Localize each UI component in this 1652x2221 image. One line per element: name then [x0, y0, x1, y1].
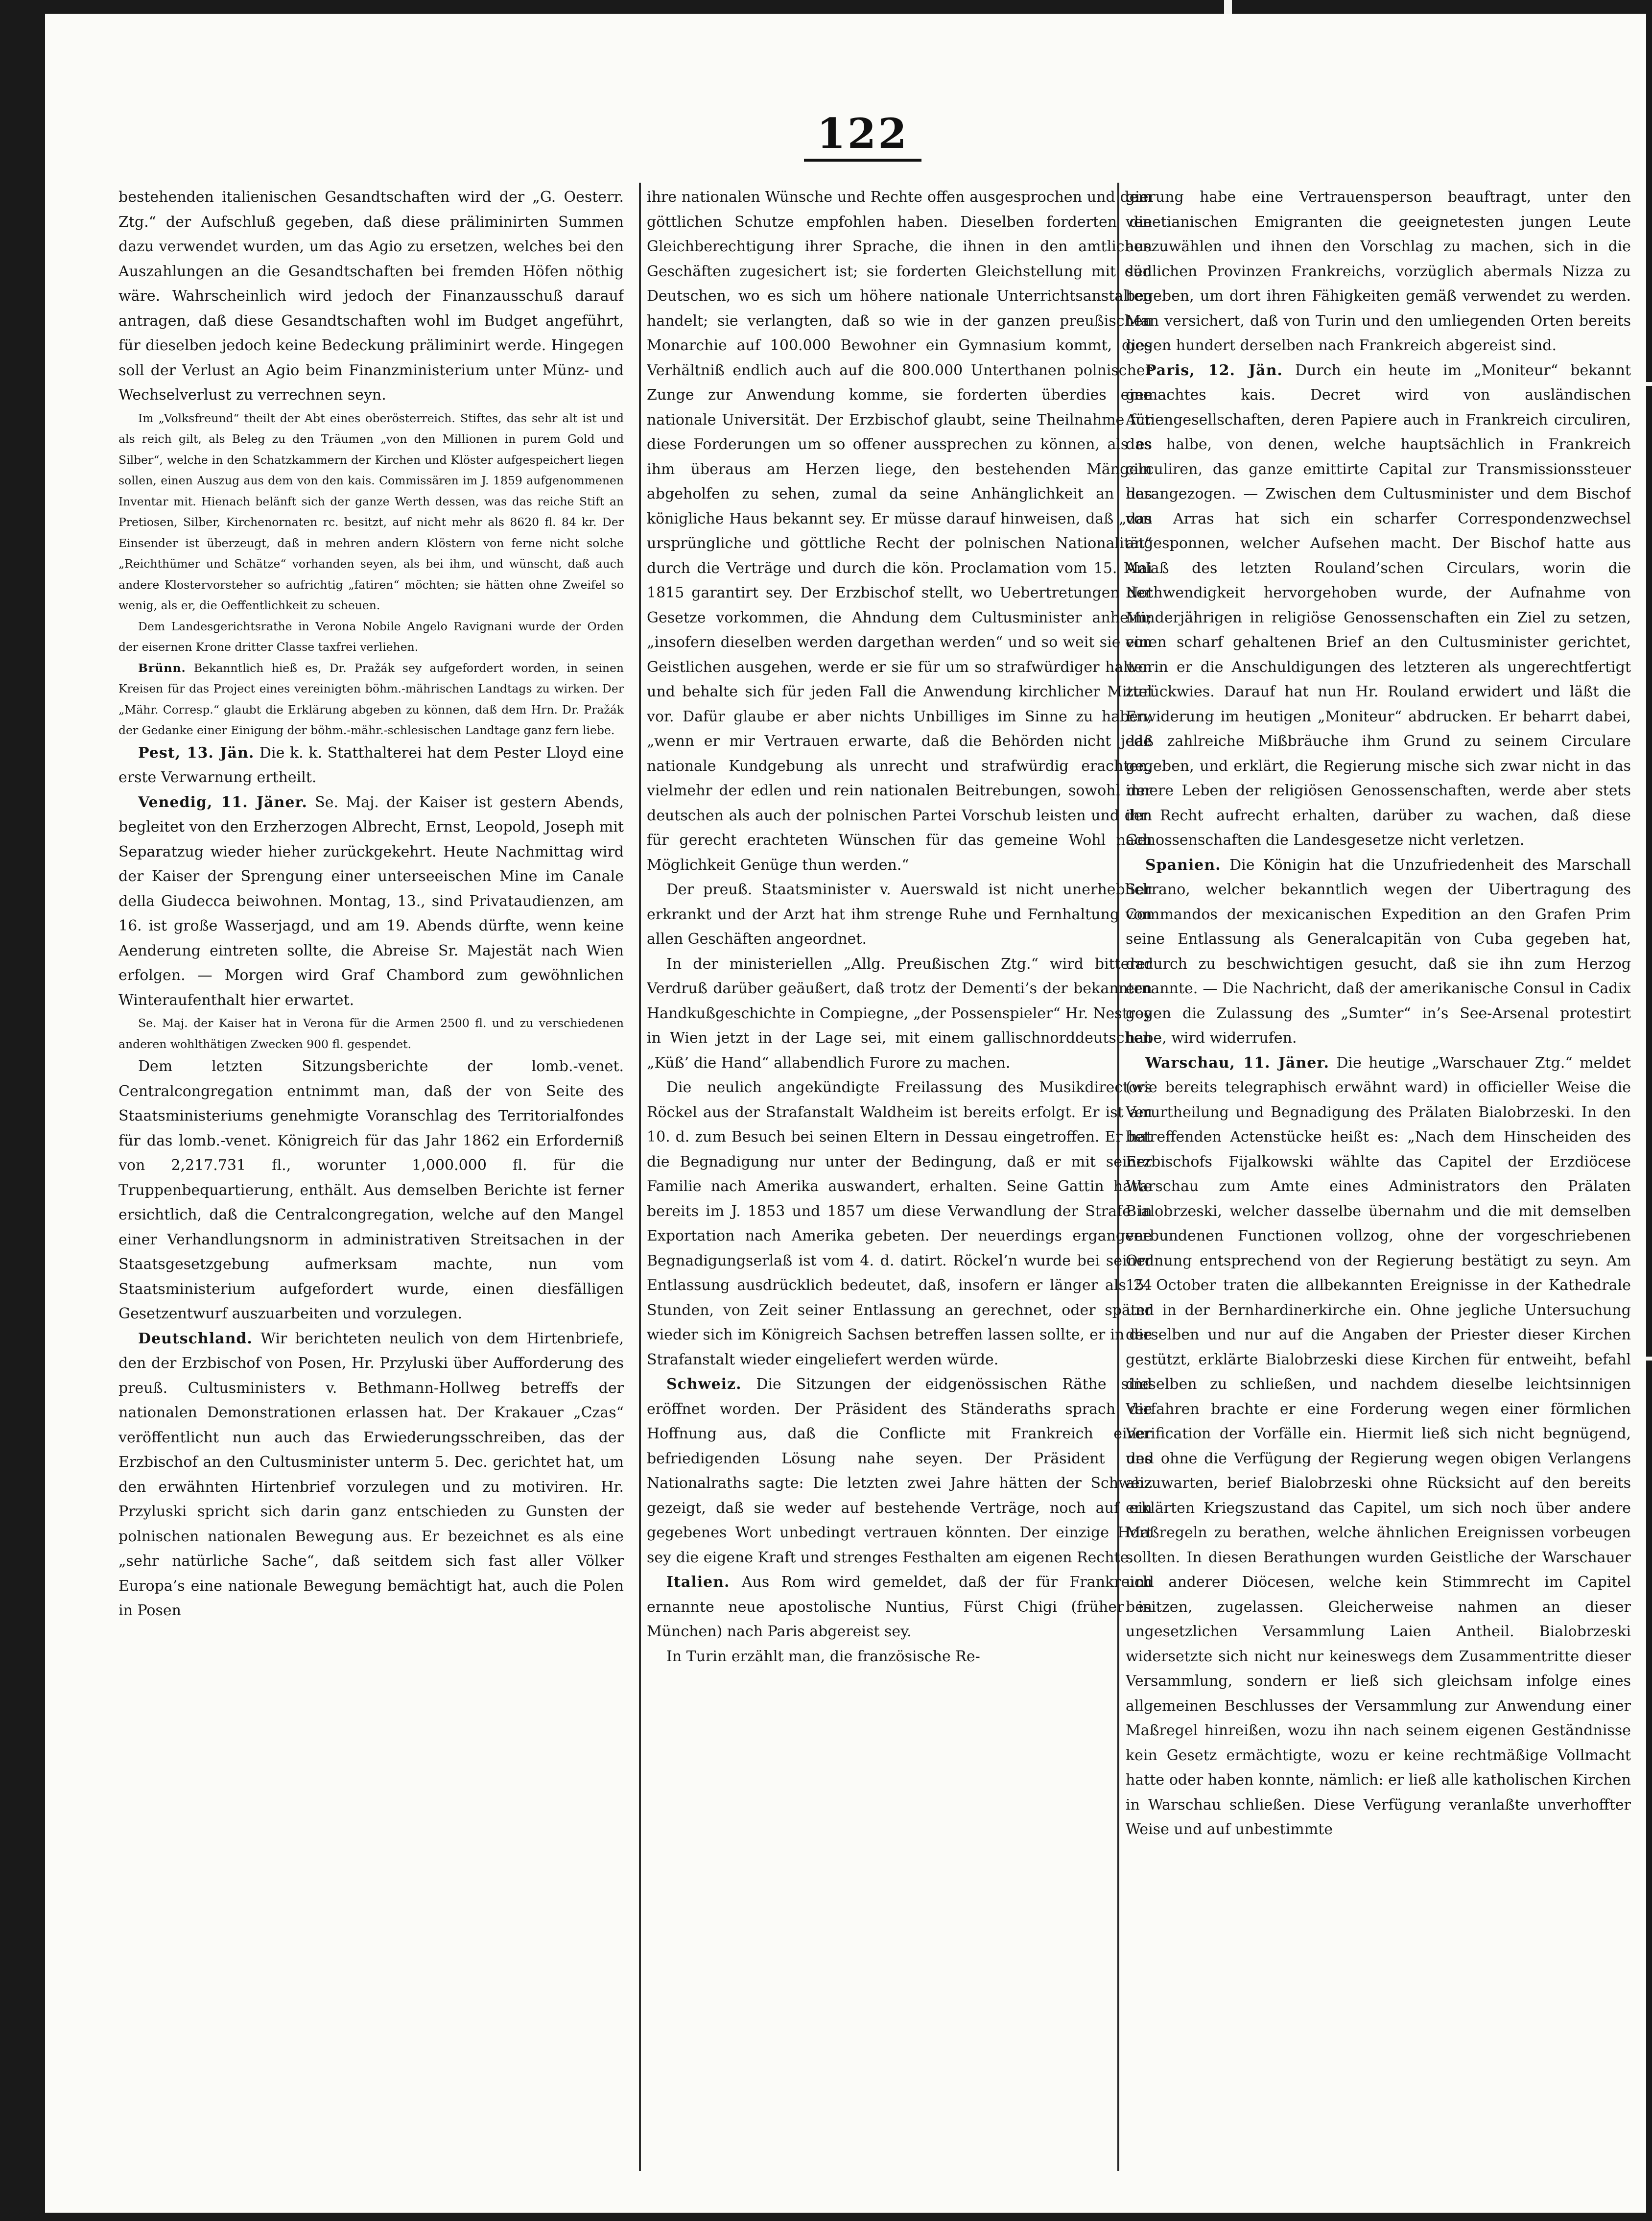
article-paragraph	[647, 1372, 1152, 1570]
article-paragraph: Im „Volksfreund“ theilt der Abt eines oberösterreich. Stiftes, das sehr alt ist und als reich gilt, als Beleg zu den Träumen „von den Millionen in purem Gold und Silber“, welche in den Schatzkammern der Kirchen und Klöster aufgespeichert liegen sollen, einen Auszug aus dem von den kais. Commissären im J. 1859 aufgenommenen Inventar mit. Hienach belänft sich der ganze Werth dessen, was das reiche Stift an Pretiosen, Silber, Kirchenornaten rc. besitzt, auf nicht mehr als 8620 fl. 84 kr. Der Einsender ist überzeugt, daß in mehren andern Klöstern von ferne nicht solche „Reichthümer und Schätze“ vorhanden seyen, als bei ihm, und wünscht, daß auch andere Klostervorsteher so aufrichtig „fatiren“ möchten; sie hätten ohne Zweifel so wenig, als er, die Oeffentlichkeit zu scheuen.	[118, 411, 624, 612]
article-paragraph: ihre nationalen Wünsche und Rechte offen ausgesprochen und dem göttlichen Schutze empfohlen haben. Dieselben forderten die Gleichberechtigung ihrer Sprache, die ihnen in den amtlichen Geschäften zugesichert ist; sie forderten Gleichstellung mit den Deutschen, wo es sich um höhere nationale Unterrichtsanstalten handelt; sie verlangten, daß so wie in der ganzen preußischen Monarchie auf 100.000 Bewohner ein Gymnasium kommt, dies Verhältniß endlich auch auf die 800.000 Unterthanen polnischer Zunge zur Anwendung komme, sie forderten überdies eine nationale Universität. Der Erzbischof glaubt, seine Theilnahme für diese Forderungen um so offener aussprechen zu können, als es ihm überaus am Herzen liege, den bestehenden Mängeln abgeholfen zu sehen, zumal da seine Anhänglichkeit an das königliche Haus bekannt sey. Er müsse darauf hinweisen, daß „das ursprüngliche und göttliche Recht der polnischen Nationalität“ durch die Verträge und durch die kön. Proclamation vom 15. Mai 1815 garantirt sey. Der Erzbischof stellt, wo Uebertretungen der Gesetze vorkommen, die Ahndung dem Cultusminister anheim; „insofern dieselben werden dargethan werden“ und so weit sie von Geistlichen ausgehen, werde er sie für um so strafwürdiger halten und behalte sich für jeden Fall die Anwendung kirchlicher Mittel vor. Dafür glaube er aber nichts Unbilliges im Sinne zu haben, „wenn er mir Vertrauen erwarte, daß die Behörden nicht jede nationale Kundgebung als unrecht und strafwürdig erachten, vielmehr der edlen und rein nationalen Beitrebungen, sowohl der deutschen als auch der polnischen Partei Vorschub leisten und den für gerecht erachteten Wünschen für das gemeine Wohl nach Möglichkeit Genüge thun werden.“	[647, 189, 1152, 874]
article-paragraph	[1126, 1051, 1631, 1842]
article-paragraph: Der preuß. Staatsminister v. Auerswald ist nicht unerheblich erkrankt und der Arzt hat ihm strenge Ruhe und Fernhaltung von allen Geschäften angeordnet.	[647, 881, 1152, 948]
dateline: Spanien.	[1145, 856, 1221, 874]
dateline: Venedig, 11. Jäner.	[138, 793, 307, 811]
article-paragraph	[1126, 853, 1631, 1051]
page-number: 122	[817, 109, 909, 158]
article-text: Die Königin hat die Unzufriedenheit des Marschall Serrano, welcher bekanntlich wegen der Uibertragung des Commandos der mexicanischen Expedition an den Grafen Prim seine Entlassung als Generalcapitän von Cuba gegeben hat, dadurch zu beschwichtigen gesucht, daß sie ihn zum Herzog ernannte. — Die Nachricht, daß der amerikanische Consul in Cadix gegen die Zulassung des „Sumter“ in’s See-Arsenal protestirt habe, wird widerrufen.	[1126, 856, 1631, 1047]
page-number-underline	[804, 159, 921, 162]
column-left	[118, 185, 624, 2173]
article-paragraph	[118, 658, 624, 741]
column-right	[1126, 185, 1631, 2173]
article-paragraph: Dem Landesgerichtsrathe in Verona Nobile Angelo Ravignani wurde der Orden der eisernen Krone dritter Classe taxfrei verliehen.	[118, 619, 624, 654]
article-paragraph: Die neulich angekündigte Freilassung des Musikdirectors Röckel aus der Strafanstalt Waldheim ist bereits erfolgt. Er ist am 10. d. zum Besuch bei seinen Eltern in Dessau eingetroffen. Er hat die Begnadigung nur unter der Bedingung, daß er mit seiner Familie nach Amerika auswandert, erhalten. Seine Gattin hatte bereits im J. 1853 und 1857 um diese Verwandlung der Strafe in Exportation nach Amerika gebeten. Der neuerdings ergangene Begnadigungserlaß ist vom 4. d. datirt. Röckel’n wurde bei seiner Entlassung ausdrücklich bedeutet, daß, insofern er länger als 24 Stunden, von Zeit seiner Entlassung an gerechnet, oder später wieder sich im Königreich Sachsen betreffen lassen sollte, er in die Strafanstalt wieder eingeliefert werden würde.	[647, 1079, 1152, 1368]
dateline: Paris, 12. Jän.	[1145, 361, 1283, 379]
dateline: Schweiz.	[666, 1376, 742, 1393]
newspaper-page	[45, 14, 1646, 2213]
article-paragraph	[1126, 358, 1631, 853]
article-text: Aus Rom wird gemeldet, daß der für Frankreich ernannte neue apostolische Nuntius, Fürst Chigi (früher in München) nach Paris abgereist sey.	[647, 1574, 1152, 1640]
dateline: Brünn.	[138, 661, 186, 675]
article-text: Bekanntlich hieß es, Dr. Pražák sey aufgefordert worden, in seinen Kreisen für das Project eines vereinigten böhm.-mährischen Landtags zu wirken. Der „Mähr. Corresp.“ glaubt die Erklärung abgeben zu können, daß dem Hrn. Dr. Pražák der Gedanke einer Einigung der böhm.-mähr.-schlesischen Landtage ganz fern liebe.	[118, 661, 624, 737]
article-paragraph: Dem letzten Sitzungsberichte der lomb.-venet. Centralcongregation entnimmt man, daß der von Seite des Staatsministeriums genehmigte Voranschlag des Territorialfondes für das lomb.-venet. Königreich für das Jahr 1862 ein Erforderniß von 2,217.731 fl., worunter 1,000.000 fl. für die Truppenbequartierung, enthält. Aus demselben Berichte ist ferner ersichtlich, daß die Centralcongregation, welche auf den Mangel einer Verhandlungsnorm in administrativen Streitsachen in der Staatsgesetzgebung aufmerksam machte, nun vom Staatsministerium aufgefordert wurde, einen diesfälligen Gesetzentwurf auszuarbeiten und vorzulegen.	[118, 1058, 624, 1322]
article-text: Durch ein heute im „Moniteur“ bekannt gemachtes kais. Decret wird von ausländischen Actiengesellschaften, deren Papiere auch in Frankreich circuliren, das halbe, von denen, welche hauptsächlich in Frankreich circuliren, das ganze emittirte Capital zur Transmissionssteuer herangezogen. — Zwischen dem Cultusminister und dem Bischof von Arras hat sich ein scharfer Correspondenzwechsel angesponnen, welcher Aufsehen macht. Der Bischof hatte aus Anlaß des letzten Rouland’schen Circulars, worin die Nothwendigkeit hervorgehoben wurde, der Aufnahme von Minderjährigen in religiöse Genossenschaften ein Ziel zu setzen, einen scharf gehaltenen Brief an den Cultusminister gerichtet, worin er die Anschuldigungen des letzteren als ungerechtfertigt zurückwies. Darauf hat nun Hr. Rouland erwidert und läßt die Erwiderung im heutigen „Moniteur“ abdrucken. Er beharrt dabei, daß zahlreiche Mißbräuche ihm Grund zu seinem Circulare gegeben, und erklärt, die Regierung mische sich zwar nicht in das innere Leben der religiösen Genossenschaften, werde aber stets ihr Recht aufrecht erhalten, darüber zu wachen, daß diese Genossenschaften die Landesgesetze nicht verletzen.	[1126, 361, 1631, 849]
article-paragraph: In Turin erzählt man, die französische Re-	[666, 1648, 980, 1665]
dateline: Italien.	[666, 1574, 730, 1591]
article-paragraph	[118, 1327, 624, 1624]
article-paragraph	[118, 790, 624, 1013]
article-text: Wir berichteten neulich von dem Hirtenbriefe, den der Erzbischof von Posen, Hr. Przyluski über Aufforderung des preuß. Cultusministers v. Bethmann-Hollweg betreffs der nationalen Demonstrationen erlassen hat. Der Krakauer „Czas“ veröffentlicht nun auch das Erwiederungsschreiben, das der Erzbischof an den Cultusminister unterm 5. Dec. gerichtet hat, um den erwähnten Hirtenbrief vorzulegen und zu motiviren. Hr. Przyluski spricht sich darin ganz entschieden zu Gunsten der polnischen nationalen Bewegung aus. Er bezeichnet es als eine „sehr natürliche Sache“, daß seitdem sich fast aller Völker Europa’s eine nationale Bewegung bemächtigt hat, auch die Polen in Posen	[118, 1330, 624, 1619]
article-paragraph	[647, 1570, 1152, 1645]
article-text: Se. Maj. der Kaiser ist gestern Abends, begleitet von den Erzherzogen Albrecht, Ernst, Leopold, Joseph mit Separatzug wieder hieher zurückgekehrt. Heute Nachmittag wird der Kaiser der Sprengung einer unterseeischen Mine im Canale della Giudecca beiwohnen. Montag, 13., sind Privataudienzen, am 16. ist große Wasserjagd, und am 19. Abends dürfte, wenn keine Aenderung eintreten sollte, die Abreise Sr. Majestät nach Wien erfolgen. — Morgen wird Graf Chambord zum gewöhnlichen Winteraufenthalt hier erwartet.	[118, 793, 624, 1009]
article-text: Die Sitzungen der eidgenössischen Räthe sind eröffnet worden. Der Präsident des Ständeraths sprach die Hoffnung aus, daß die Conflicte mit Frankreich einer befriedigenden Lösung nahe seyen. Der Präsident des Nationalraths sagte: Die letzten zwei Jahre hätten der Schweiz gezeigt, daß sie weder auf bestehende Verträge, noch auf ein gegebenes Wort unbedingt vertrauen könnten. Der einzige Hort sey die eigene Kraft und strenges Festhalten am eigenen Rechte.	[647, 1376, 1152, 1566]
article-paragraph	[118, 741, 624, 790]
article-paragraph: gierung habe eine Vertrauensperson beauftragt, unter den venetianischen Emigranten die geeignetesten jungen Leute auszuwählen und ihnen den Vorschlag zu machen, sich in die südlichen Provinzen Frankreichs, vorzüglich abermals Nizza zu begeben, um dort ihren Fähigkeiten gemäß verwendet zu werden. Man versichert, daß von Turin und den umliegenden Orten bereits gegen hundert derselben nach Frankreich abgereist sind.	[1126, 189, 1631, 354]
column-middle	[647, 185, 1152, 2173]
dateline: Pest, 13. Jän.	[138, 744, 255, 762]
dateline: Warschau, 11. Jäner.	[1145, 1054, 1329, 1072]
dateline: Deutschland.	[138, 1330, 253, 1347]
article-text: Die k. k. Statthalterei hat dem Pester Lloyd eine erste Verwarnung ertheilt.	[118, 744, 624, 786]
column-divider	[639, 183, 641, 2171]
article-text: Die heutige „Warschauer Ztg.“ meldet (wie bereits telegraphisch erwähnt ward) in officieller Weise die Verurtheilung und Begnadigung des Prälaten Bialobrzeski. In den betreffenden Actenstücke heißt es: „Nach dem Hinscheiden des Erzbischofs Fijalkowski wählte das Capitel der Erzdiöcese Warschau zum Amte eines Administrators den Prälaten Bialobrzeski, welcher dasselbe übernahm und die mit demselben verbundenen Functionen vollzog, ohne der vorgeschriebenen Ordnung entsprechend von der Regierung bestätigt zu seyn. Am 15. October traten die allbekannten Ereignisse in der Kathedrale und in der Bernhardinerkirche ein. Ohne jegliche Untersuchung derselben und nur auf die Angaben der Priester dieser Kirchen gestützt, erklärte Bialobrzeski diese Kirchen für entweiht, befahl dieselben zu schließen, und nachdem dieselbe leichtsinnigen Verfahren brachte er eine Forderung wegen einer förmlichen Verification der Vorfälle ein. Hiermit ließ sich nicht begnügend, und ohne die Verfügung der Regierung wegen obigen Verlangens abzuwarten, berief Bialobrzeski ohne Rücksicht auf den bereits erklärten Kriegszustand das Capitel, um sich noch über andere Maßregeln zu berathen, welche ähnlichen Ereignissen vorbeugen sollten. In diesen Berathungen wurden Geistliche der Warschauer und anderer Diöcesen, welche kein Stimmrecht im Capitel besitzen, zugelassen. Gleicherweise nahmen an dieser ungesetzlichen Versammlung Laien Antheil. Bialobrzeski widersetzte sich nicht nur keineswegs dem Zusammentritte dieser Versammlung, sondern er ließ sich gleichsam infolge eines allgemeinen Beschlusses der Versammlung zur Anwendung einer Maßregel hinreißen, wozu ihn nach seinem eigenen Geständnisse kein Gesetz ermächtigte, wozu er keine rechtmäßige Vollmacht hatte oder haben konnte, nämlich: er ließ alle katholischen Kirchen in Warschau schließen. Diese Verfügung veranlaßte unverhoffter Weise und auf unbestimmte	[1126, 1054, 1631, 1838]
article-paragraph: Se. Maj. der Kaiser hat in Verona für die Armen 2500 fl. und zu verschiedenen anderen wohlthätigen Zwecken 900 fl. gespendet.	[118, 1016, 624, 1051]
article-paragraph: In der ministeriellen „Allg. Preußischen Ztg.“ wird bitterer Verdruß darüber geäußert, daß trotz der Dementi’s der bekannten Handkußgeschichte in Compiegne, „der Possenspieler“ Hr. Nestroy in Wien jetzt in der Lage sei, mit einem gallischnorddeutschen „Küß’ die Hand“ allabendlich Furore zu machen.	[647, 955, 1152, 1072]
article-paragraph: bestehenden italienischen Gesandtschaften wird der „G. Oesterr. Ztg.“ der Aufschluß gegeben, daß diese präliminirten Summen dazu verwendet wurden, um das Agio zu ersetzen, welches bei den Auszahlungen an die Gesandtschaften bei fremden Höfen nöthig wäre. Wahrscheinlich wird jedoch der Finanzausschuß darauf antragen, daß diese Gesandtschaften wohl im Budget angeführt, für dieselben jedoch keine Bedeckung präliminirt werde. Hingegen soll der Verlust an Agio beim Finanzministerium unter Münz- und Wechselverlust zu verrechnen seyn.	[118, 189, 624, 404]
